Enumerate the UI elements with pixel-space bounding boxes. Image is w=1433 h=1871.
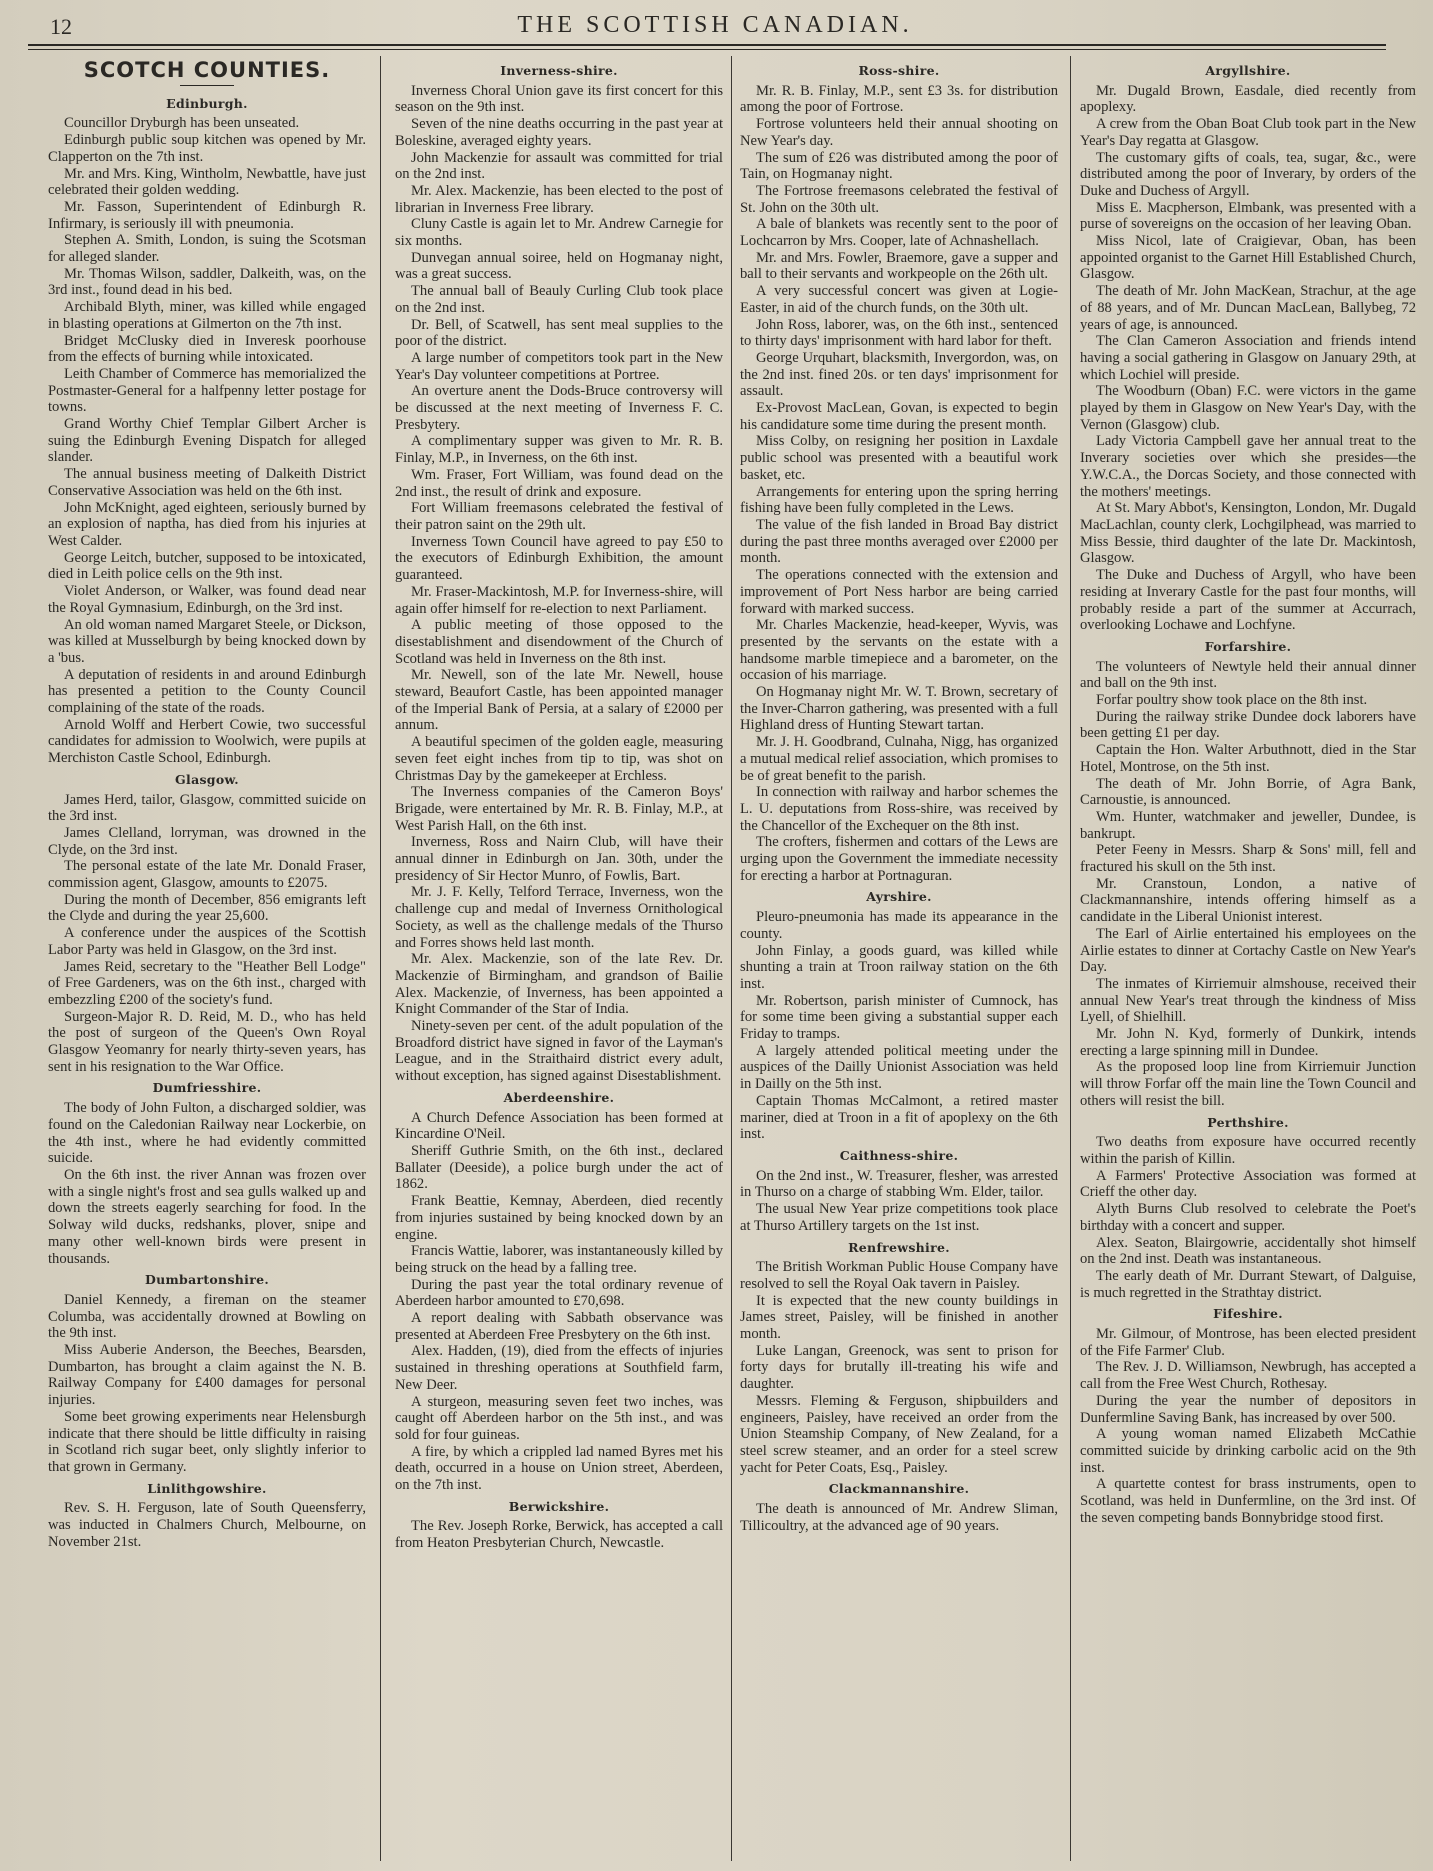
news-item: Dunvegan annual soiree, held on Hogmanay night, was a great success. [395, 249, 723, 283]
news-item: The crofters, fishermen and cottars of the Lews are urging upon the Government the immediate necessity for erecting a harbor at Portnaguran. [740, 834, 1058, 884]
news-item: Archibald Blyth, miner, was killed while engaged in blasting operations at Gilmerton on the 7th inst. [48, 299, 366, 332]
news-item: Mr. J. F. Kelly, Telford Terrace, Inverness, won the challenge cup and medal of Inverness Ornithological Society, as well as the challenge medals of the Thurso and Forres shows held last month. [395, 884, 723, 951]
news-item: Miss Colby, on resigning her position in Laxdale public school was presented with a beautiful work basket, etc. [740, 433, 1058, 483]
news-item: Surgeon-Major R. D. Reid, M. D., who has held the post of surgeon of the Queen's Own Royal Glasgow Yeomanry for nearly thirty-seven years, has sent in his resignation to the War Office. [48, 1008, 366, 1075]
news-item: Sheriff Guthrie Smith, on the 6th inst., declared Ballater (Deeside), a police burgh under the act of 1862. [395, 1143, 723, 1193]
news-item: A crew from the Oban Boat Club took part in the New Year's Day regatta at Glasgow. [1080, 116, 1416, 149]
news-item: Mr. J. H. Goodbrand, Culnaha, Nigg, has organized a mutual medical relief association, which promises to be of great benefit to the parish. [740, 734, 1058, 784]
county-heading: Ross-shire. [858, 63, 940, 78]
news-item: Bridget McClusky died in Inveresk poorhouse from the effects of burning while intoxicated. [48, 332, 366, 366]
news-item: The Duke and Duchess of Argyll, who have been residing at Inverary Castle for the past four months, will probably reside a part of the summer at Accurrach, overlooking Lochawe and Lochfyne. [1080, 567, 1416, 634]
news-item: Luke Langan, Greenock, was sent to prison for forty days for brutally ill-treating his wife and daughter. [740, 1342, 1058, 1393]
news-item: James Herd, tailor, Glasgow, committed suicide on the 3rd inst. [48, 791, 366, 825]
masthead: THE SCOTTISH CANADIAN. [517, 12, 913, 38]
news-item: James Reid, secretary to the "Heather Bell Lodge" of Free Gardeners, was on the 6th inst., charged with embezzling £200 of the society's fund. [48, 958, 366, 1008]
news-item: Captain Thomas McCalmont, a retired master mariner, died at Troon in a fit of apoplexy on the 6th inst. [740, 1092, 1058, 1143]
news-item: Mr. Thomas Wilson, saddler, Dalkeith, was, on the 3rd inst., found dead in his bed. [48, 265, 366, 299]
column-3 [740, 58, 1058, 1858]
news-item: A young woman named Elizabeth McCathie committed suicide by drinking carbolic acid on the 9th inst. [1080, 1426, 1416, 1476]
news-item: Ninety-seven per cent. of the adult population of the Broadford district have signed in favor of the Layman's League, and in the Straithaird district every adult, without exception, has signed against Disestablishment. [395, 1018, 723, 1085]
news-item: During the railway strike Dundee dock laborers have been getting £1 per day. [1080, 708, 1416, 742]
news-item: Arnold Wolff and Herbert Cowie, two successful candidates for admission to Woolwich, were pupils at Merchiston Castle School, Edinburgh. [48, 716, 366, 767]
county-heading: Edinburgh. [166, 95, 248, 111]
news-item: John Finlay, a goods guard, was killed while shunting a train at Troon railway station on the 6th inst. [740, 942, 1058, 992]
news-item: The sum of £26 was distributed among the poor of Tain, on Hogmanay night. [740, 149, 1058, 183]
column-divider [380, 56, 381, 1861]
news-item: A sturgeon, measuring seven feet two inches, was caught off Aberdeen harbor on the 5th inst., and was sold for four guineas. [395, 1393, 723, 1443]
news-item: Mr. Gilmour, of Montrose, has been elected president of the Fife Farmer' Club. [1080, 1326, 1416, 1359]
news-item: Mr. Fraser-Mackintosh, M.P. for Inverness-shire, will again offer himself for re-election to next Parliament. [395, 583, 723, 617]
news-item: A report dealing with Sabbath observance was presented at Aberdeen Free Presbytery on the 6th inst. [395, 1310, 723, 1343]
news-item: The customary gifts of coals, tea, sugar, &c., were distributed among the poor of Inverary, by orders of the Duke and Duchess of Argyll. [1080, 149, 1416, 199]
news-item: A public meeting of those opposed to the disestablishment and disendowment of the Church of Scotland was held in Inverness on the 8th inst. [395, 617, 723, 667]
news-item: The value of the fish landed in Broad Bay district during the past three months averaged over £2000 per month. [740, 516, 1058, 567]
news-item: Mr. Charles Mackenzie, head-keeper, Wyvis, was presented by the servants on the estate with a handsome marble timepiece and a barometer, on the occasion of his marriage. [740, 617, 1058, 684]
news-item: The inmates of Kirriemuir almshouse, received their annual New Year's treat through the kindness of Miss Lyell, of Shielhill. [1080, 975, 1416, 1026]
news-item: A quartette contest for brass instruments, open to Scotland, was held in Dunfermline, on the 3rd inst. Of the seven competing bands Bonnybridge stood first. [1080, 1476, 1416, 1526]
news-item: The Rev. J. D. Williamson, Newbrugh, has accepted a call from the Free West Church, Rothesay. [1080, 1359, 1416, 1393]
news-item: As the proposed loop line from Kirriemuir Junction will throw Forfar off the main line the Town Council and others will resist the bill. [1080, 1059, 1416, 1109]
page-number: 12 [50, 14, 72, 39]
county-heading: Argyllshire. [1205, 63, 1291, 78]
county-heading: Glasgow. [175, 771, 239, 787]
county-heading: Berwickshire. [508, 1498, 610, 1514]
news-item: Miss E. Macpherson, Elmbank, was presented with a purse of sovereigns on the occasion of her leaving Oban. [1080, 199, 1416, 233]
county-heading: Fifeshire. [1213, 1306, 1283, 1322]
news-item: On the 2nd inst., W. Treasurer, flesher, was arrested in Thurso on a charge of stabbing Wm. Elder, tailor. [740, 1167, 1058, 1201]
county-heading: Dumbartonshire. [144, 1272, 270, 1288]
news-item: In connection with railway and harbor schemes the L. U. deputations from Ross-shire, was received by the Chancellor of the Exchequer on the 8th inst. [740, 784, 1058, 834]
news-item: Mr. Alex. Mackenzie, has been elected to the post of librarian in Inverness Free library. [395, 182, 723, 216]
news-item: Mr. and Mrs. King, Wintholm, Newbattle, have just celebrated their golden wedding. [48, 165, 366, 199]
news-item: Councillor Dryburgh has been unseated. [64, 115, 300, 132]
news-item: Arrangements for entering upon the spring herring fishing have been fully completed in the Lews. [740, 483, 1058, 517]
section-title: SCOTCH COUNTIES. [83, 58, 331, 82]
news-item: A deputation of residents in and around Edinburgh has presented a petition to the County Council complaining of the state of the roads. [48, 666, 366, 717]
news-item: A largely attended political meeting under the auspices of the Dailly Unionist Association was held in Dailly on the 5th inst. [740, 1042, 1058, 1093]
news-item: The death of Mr. John Borrie, of Agra Bank, Carnoustie, is announced. [1080, 775, 1416, 809]
news-item: The early death of Mr. Durrant Stewart, of Dalguise, is much regretted in the Strathtay district. [1080, 1267, 1416, 1301]
news-item: The death is announced of Mr. Andrew Sliman, Tillicoultry, at the advanced age of 90 years. [740, 1501, 1058, 1534]
news-item: Forfar poultry show took place on the 8th inst. [1096, 692, 1368, 709]
news-item: A Church Defence Association has been formed at Kincardine O'Neil. [395, 1109, 723, 1143]
news-item: The Inverness companies of the Cameron Boys' Brigade, were entertained by Mr. R. B. Finlay, M.P., at West Parish Hall, on the 6th inst. [395, 784, 723, 834]
header-rule [28, 44, 1386, 50]
news-item: The personal estate of the late Mr. Donald Fraser, commission agent, Glasgow, amounts to £2075. [48, 858, 366, 892]
news-item: Edinburgh public soup kitchen was opened by Mr. Clapperton on the 7th inst. [48, 132, 366, 165]
county-heading: Caithness-shire. [839, 1148, 959, 1163]
news-item: The death of Mr. John MacKean, Strachur, at the age of 88 years, and of Mr. Duncan MacLean, Ballybeg, 72 years of age, is announced. [1080, 283, 1416, 333]
news-item: Lady Victoria Campbell gave her annual treat to the Inverary societies over which she presides—the Y.W.C.A., the Dorcas Society, and those connected with the mothers' meetings. [1080, 433, 1416, 500]
news-item: Messrs. Fleming & Ferguson, shipbuilders and engineers, Paisley, have received an order from the Union Steamship Company, of New Zealand, for a steel screw steamer, and an order for a steel screw yacht for Peter Coats, Esq., Paisley. [740, 1392, 1058, 1476]
news-item: John Mackenzie for assault was committed for trial on the 2nd inst. [395, 149, 723, 183]
news-item: The Rev. Joseph Rorke, Berwick, has accepted a call from Heaton Presbyterian Church, Newcastle. [395, 1518, 723, 1552]
news-item: James Clelland, lorryman, was drowned in the Clyde, on the 3rd inst. [48, 824, 366, 858]
news-item: Fort William freemasons celebrated the festival of their patron saint on the 29th ult. [395, 500, 723, 533]
news-item: Mr. Alex. Mackenzie, son of the late Rev. Dr. Mackenzie of Birmingham, and grandson of Bailie Alex. Mackenzie, of Inverness, has been appointed a Knight Commander of the Star of India. [395, 951, 723, 1018]
news-item: Leith Chamber of Commerce has memorialized the Postmaster-General for a halfpenny letter postage for towns. [48, 365, 366, 416]
news-item: A large number of competitors took part in the New Year's Day volunteer competitions at Portree. [395, 349, 723, 383]
news-item: The annual business meeting of Dalkeith District Conservative Association was held on the 6th inst. [48, 466, 366, 499]
news-item: Pleuro-pneumonia has made its appearance in the county. [740, 909, 1058, 942]
column-divider [731, 56, 732, 1861]
news-item: Grand Worthy Chief Templar Gilbert Archer is suing the Edinburgh Evening Dispatch for alleged slander. [48, 416, 366, 466]
news-item: George Leitch, butcher, supposed to be intoxicated, died in Leith police cells on the 9th inst. [48, 549, 366, 583]
news-item: During the month of December, 856 emigrants left the Clyde and during the year 25,600. [48, 891, 366, 925]
county-heading: Inverness-shire. [500, 63, 618, 78]
news-item: Mr. R. B. Finlay, M.P., sent £3 3s. for distribution among the poor of Fortrose. [740, 82, 1058, 116]
county-heading: Dumfriesshire. [152, 1080, 262, 1096]
county-heading: Aberdeenshire. [503, 1089, 615, 1105]
news-item: The usual New Year prize competitions took place at Thurso Artillery targets on the 1st inst. [740, 1201, 1058, 1234]
news-item: Mr. Robertson, parish minister of Cumnock, has for some time been giving a substantial supper each Friday to tramps. [740, 992, 1058, 1043]
news-item: During the past year the total ordinary revenue of Aberdeen harbor amounted to £70,698. [395, 1276, 723, 1310]
news-item: Two deaths from exposure have occurred recently within the parish of Killin. [1080, 1134, 1416, 1167]
news-item: Mr. Newell, son of the late Mr. Newell, house steward, Beaufort Castle, has been appointed manager of the Imperial Bank of Persia, at a salary of £2000 per annum. [395, 667, 723, 734]
news-item: The annual ball of Beauly Curling Club took place on the 2nd inst. [395, 283, 723, 316]
news-item: Peter Feeny in Messrs. Sharp & Sons' mill, fell and fractured his skull on the 5th inst. [1080, 842, 1416, 876]
news-item: Violet Anderson, or Walker, was found dead near the Royal Gymnasium, Edinburgh, on the 3rd inst. [48, 583, 366, 616]
news-item: Inverness, Ross and Nairn Club, will have their annual dinner in Edinburgh on Jan. 30th, under the presidency of Sir Hector Munro, of Fowlis, Bart. [395, 834, 723, 884]
news-item: The volunteers of Newtyle held their annual dinner and ball on the 9th inst. [1080, 658, 1416, 692]
news-item: Dr. Bell, of Scatwell, has sent meal supplies to the poor of the district. [395, 316, 723, 350]
news-item: Frank Beattie, Kemnay, Aberdeen, died recently from injuries sustained by being knocked down by an engine. [395, 1193, 723, 1243]
news-item: The Fortrose freemasons celebrated the festival of St. John on the 30th ult. [740, 182, 1058, 216]
news-item: The Earl of Airlie entertained his employees on the Airlie estates to dinner at Cortachy Castle on New Year's Day. [1080, 925, 1416, 976]
county-heading: Clackmannanshire. [828, 1481, 970, 1497]
news-item: Miss Nicol, late of Craigievar, Oban, has been appointed organist to the Garnet Hill Established Church, Glasgow. [1080, 233, 1416, 283]
news-item: Rev. S. H. Ferguson, late of South Queensferry, was inducted in Chalmers Church, Melbourne, on November 21st. [48, 1500, 366, 1550]
news-item: A fire, by which a crippled lad named Byres met his death, occurred in a house on Union street, Aberdeen, on the 7th inst. [395, 1443, 723, 1494]
news-item: Cluny Castle is again let to Mr. Andrew Carnegie for six months. [395, 216, 723, 250]
news-item: At St. Mary Abbot's, Kensington, London, Mr. Dugald MacLachlan, county clerk, Lochgilphead, was married to Miss Bessie, third daughter of the late Dr. Mackintosh, Glasgow. [1080, 500, 1416, 567]
county-heading: Ayrshire. [866, 889, 932, 905]
column-4 [1080, 58, 1416, 1858]
news-item: The body of John Fulton, a discharged soldier, was found on the Caledonian Railway near Lockerbie, on the 4th inst., where he had evidently committed suicide. [48, 1100, 366, 1167]
news-item: Daniel Kennedy, a fireman on the steamer Columba, was accidentally drowned at Bowling on the 9th inst. [48, 1291, 366, 1342]
county-heading: Perthshire. [1207, 1114, 1289, 1130]
news-item: On Hogmanay night Mr. W. T. Brown, secretary of the Inver-Charron gathering, was presented with a full Highland dress of Hunting Stewart tartan. [740, 684, 1058, 734]
news-item: An old woman named Margaret Steele, or Dickson, was killed at Musselburgh by being knocked down by a 'bus. [48, 616, 366, 666]
news-item: The British Workman Public House Company have resolved to sell the Royal Oak tavern in Paisley. [740, 1259, 1058, 1292]
news-item: The operations connected with the extension and improvement of Port Ness harbor are being carried forward with marked success. [740, 567, 1058, 617]
news-item: An overture anent the Dods-Bruce controversy will be discussed at the next meeting of Inverness F. C. Presbytery. [395, 383, 723, 433]
news-item: Francis Wattie, laborer, was instantaneously killed by being struck on the head by a falling tree. [395, 1243, 723, 1276]
page-header [20, 6, 1410, 40]
news-item: During the year the number of depositors in Dunfermline Saving Bank, has increased by over 500. [1080, 1392, 1416, 1426]
news-item: George Urquhart, blacksmith, Invergordon, was, on the 2nd inst. fined 20s. or ten days' imprisonment for assault. [740, 349, 1058, 400]
news-item: Seven of the nine deaths occurring in the past year at Boleskine, averaged eighty years. [395, 116, 723, 149]
news-item: Captain the Hon. Walter Arbuthnott, died in the Star Hotel, Montrose, on the 5th inst. [1080, 742, 1416, 775]
news-item: It is expected that the new county buildings in James street, Paisley, will be finished in another month. [740, 1292, 1058, 1343]
news-item: A conference under the auspices of the Scottish Labor Party was held in Glasgow, on the 3rd inst. [48, 925, 366, 958]
news-item: A bale of blankets was recently sent to the poor of Lochcarron by Mrs. Cooper, late of Achnashellach. [740, 216, 1058, 250]
news-item: Mr. Fasson, Superintendent of Edinburgh R. Infirmary, is seriously ill with pneumonia. [48, 198, 366, 232]
news-item: Some beet growing experiments near Helensburgh indicate that there should be little difficulty in raising in Scotland rich sugar beet, only slightly inferior to that grown in Germany. [48, 1408, 366, 1475]
column-2 [395, 58, 723, 1858]
news-item: Ex-Provost MacLean, Govan, is expected to begin his candidature some time during the present month. [740, 400, 1058, 433]
news-item: Alyth Burns Club resolved to celebrate the Poet's birthday with a concert and supper. [1080, 1201, 1416, 1234]
news-item: Inverness Choral Union gave its first concert for this season on the 9th inst. [395, 82, 723, 116]
news-item: Miss Auberie Anderson, the Beeches, Bearsden, Dumbarton, has brought a claim against the N. B. Railway Company for £400 damages for personal injuries. [48, 1342, 366, 1409]
news-item: Mr. and Mrs. Fowler, Braemore, gave a supper and ball to their servants and workpeople on the 26th ult. [740, 249, 1058, 283]
news-item: The Woodburn (Oban) F.C. were victors in the game played by them in Glasgow on New Year's Day, with the Vernon (Glasgow) club. [1080, 383, 1416, 433]
news-item: Mr. Cranstoun, London, a native of Clackmannanshire, intends offering himself as a candidate in the Liberal Unionist interest. [1080, 875, 1416, 926]
news-item: A Farmers' Protective Association was formed at Crieff the other day. [1080, 1167, 1416, 1201]
column-1 [48, 58, 366, 1858]
news-item: Wm. Fraser, Fort William, was found dead on the 2nd inst., the result of drink and exposure. [395, 466, 723, 500]
news-item: A complimentary supper was given to Mr. R. B. Finlay, M.P., in Inverness, on the 6th inst. [395, 433, 723, 467]
news-item: John Ross, laborer, was, on the 6th inst., sentenced to thirty days' imprisonment with hard labor for theft. [740, 316, 1058, 350]
title-rule [180, 85, 234, 86]
news-item: Mr. Dugald Brown, Easdale, died recently from apoplexy. [1080, 82, 1416, 116]
news-item: Alex. Seaton, Blairgowrie, accidentally shot himself on the 2nd inst. Death was instantaneous. [1080, 1234, 1416, 1268]
news-item: A beautiful specimen of the golden eagle, measuring seven feet eight inches from tip to tip, was shot on Christmas Day by the gamekeeper at Erchless. [395, 734, 723, 784]
news-item: Wm. Hunter, watchmaker and jeweller, Dundee, is bankrupt. [1080, 808, 1416, 842]
county-heading: Linlithgowshire. [147, 1480, 267, 1496]
news-item: Inverness Town Council have agreed to pay £50 to the executors of Edinburgh Exhibition, the amount guaranteed. [395, 533, 723, 584]
news-item: Alex. Hadden, (19), died from the effects of injuries sustained in threshing operations at Southfield farm, New Deer. [395, 1343, 723, 1393]
news-item: On the 6th inst. the river Annan was frozen over with a single night's frost and sea gulls walked up and down the streets eagerly searching for food. In the Solway wild ducks, redshanks, plover, snipe and many other well-known birds were present in thousands. [48, 1167, 366, 1267]
county-heading: Renfrewshire. [848, 1239, 950, 1255]
news-item: Stephen A. Smith, London, is suing the Scotsman for alleged slander. [48, 232, 366, 266]
county-heading: Forfarshire. [1204, 638, 1292, 654]
news-item: Mr. John N. Kyd, formerly of Dunkirk, intends erecting a large spinning mill in Dundee. [1080, 1026, 1416, 1059]
news-item: John McKnight, aged eighteen, seriously burned by an explosion of naptha, has died from his injuries at West Calder. [48, 499, 366, 549]
news-item: A very successful concert was given at Logie-Easter, in aid of the church funds, on the 30th ult. [740, 283, 1058, 316]
column-divider [1070, 56, 1071, 1861]
news-item: Fortrose volunteers held their annual shooting on New Year's day. [740, 116, 1058, 149]
news-item: The Clan Cameron Association and friends intend having a social gathering in Glasgow on January 29th, at which Lochiel will preside. [1080, 333, 1416, 383]
